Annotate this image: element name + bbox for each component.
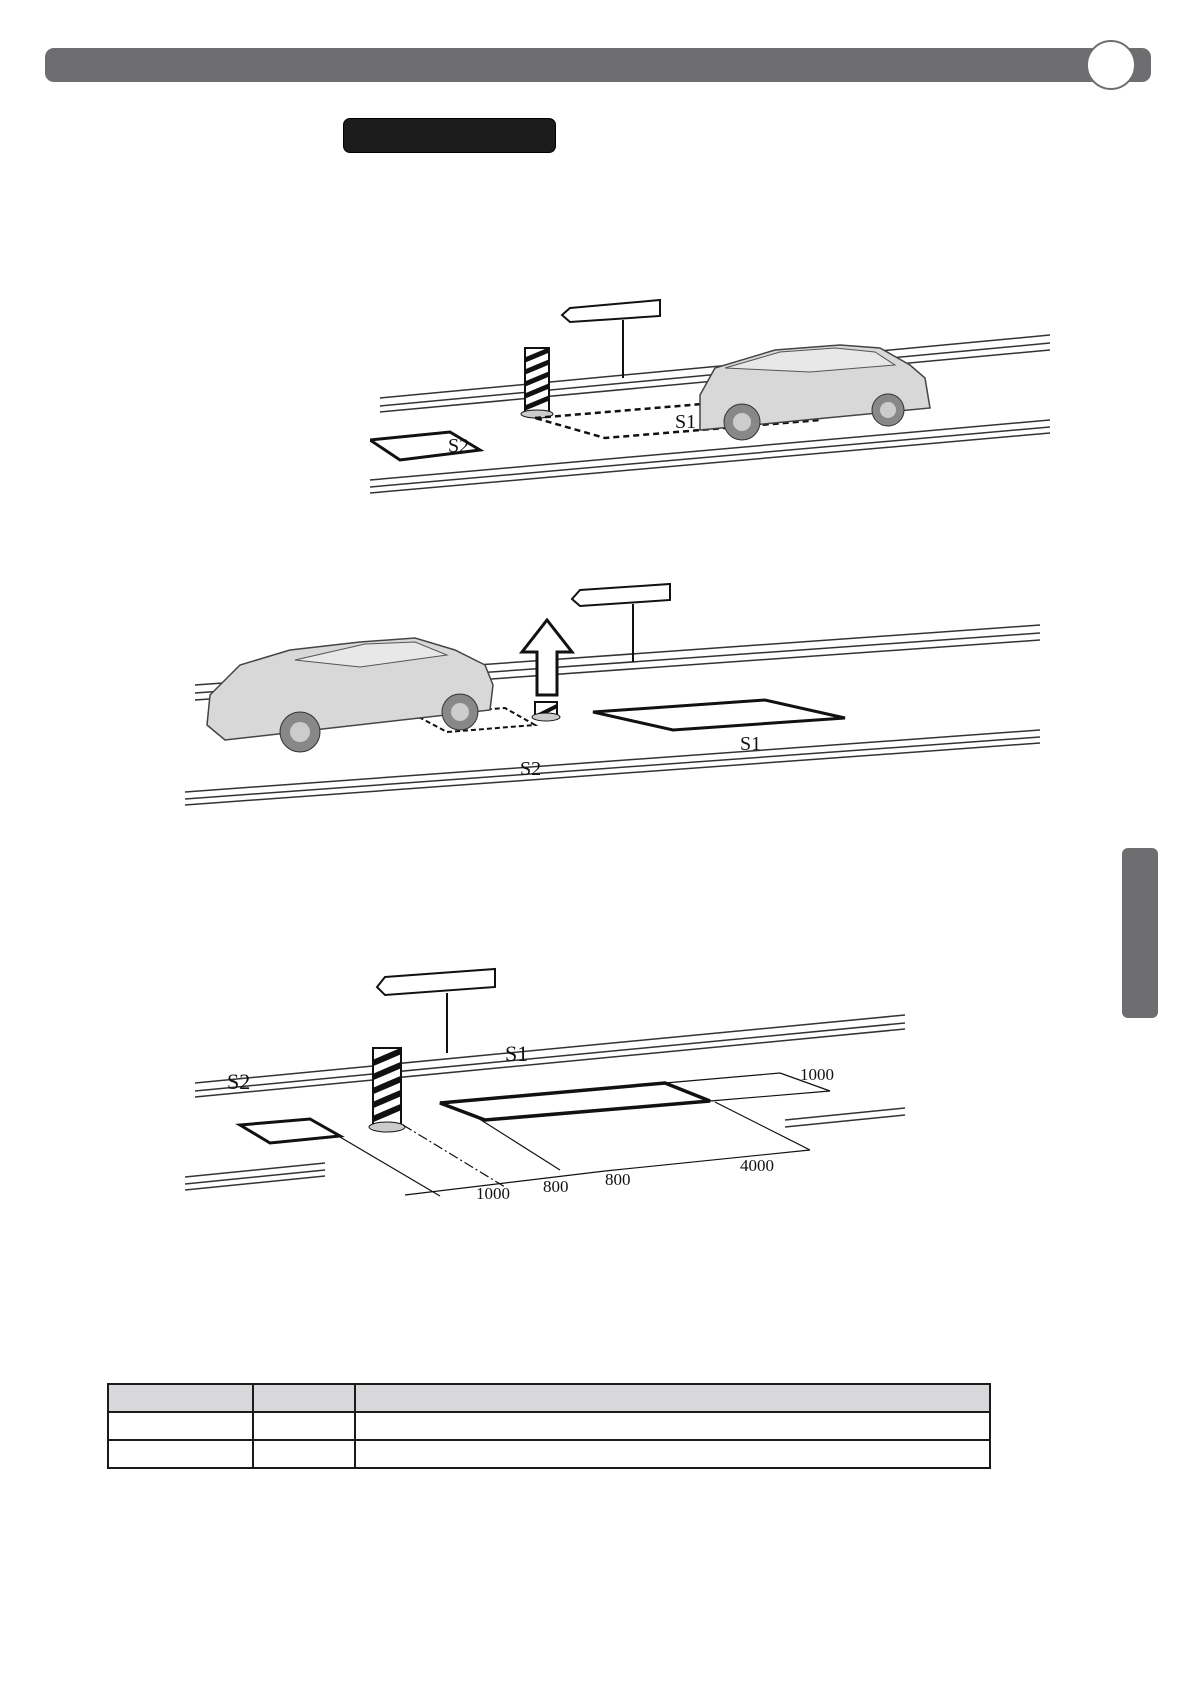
table-header-cell	[108, 1384, 253, 1412]
illustration-car-on-s2	[185, 570, 1040, 810]
dimension-4000: 4000	[740, 1156, 774, 1175]
dimension-800-left: 800	[543, 1177, 569, 1196]
bollard-raised	[369, 1048, 405, 1132]
label-s1: S1	[505, 1041, 529, 1066]
car-2	[207, 638, 493, 752]
direction-sign	[572, 584, 670, 662]
bollard-lowered	[532, 702, 560, 721]
side-chapter-tab	[1122, 848, 1158, 1018]
loop-s1	[440, 1083, 710, 1120]
table-row	[108, 1440, 990, 1468]
label-s2: S2	[448, 435, 470, 457]
road-lines	[185, 1015, 905, 1190]
label-s1: S1	[675, 411, 697, 433]
table-cell	[253, 1440, 355, 1468]
table-cell	[355, 1440, 990, 1468]
table-cell	[355, 1412, 990, 1440]
loop-s2	[240, 1119, 340, 1143]
illustration-loop-dimensions	[185, 955, 915, 1205]
table-cell	[108, 1440, 253, 1468]
section-title-badge	[343, 118, 556, 153]
arrow-up-icon	[522, 620, 572, 695]
direction-sign	[562, 300, 660, 378]
label-s2: S2	[520, 758, 542, 780]
car-1	[700, 345, 930, 440]
loop-s1	[593, 700, 845, 730]
table-header-cell	[355, 1384, 990, 1412]
table-cell	[253, 1412, 355, 1440]
table-header-cell	[253, 1384, 355, 1412]
table-cell	[108, 1412, 253, 1440]
dimension-1000-bottom: 1000	[476, 1184, 510, 1203]
header-bar	[45, 48, 1151, 82]
info-table	[107, 1383, 991, 1469]
dimension-1000-top: 1000	[800, 1065, 834, 1084]
illustration-car-on-s1	[370, 290, 1050, 510]
label-s2: S2	[227, 1069, 251, 1094]
table-header-row	[108, 1384, 990, 1412]
table-row	[108, 1412, 990, 1440]
page-number-badge	[1086, 40, 1136, 90]
label-s1: S1	[740, 733, 762, 755]
bollard-raised	[521, 348, 553, 418]
direction-sign	[377, 969, 495, 1053]
dimension-800-right: 800	[605, 1170, 631, 1189]
